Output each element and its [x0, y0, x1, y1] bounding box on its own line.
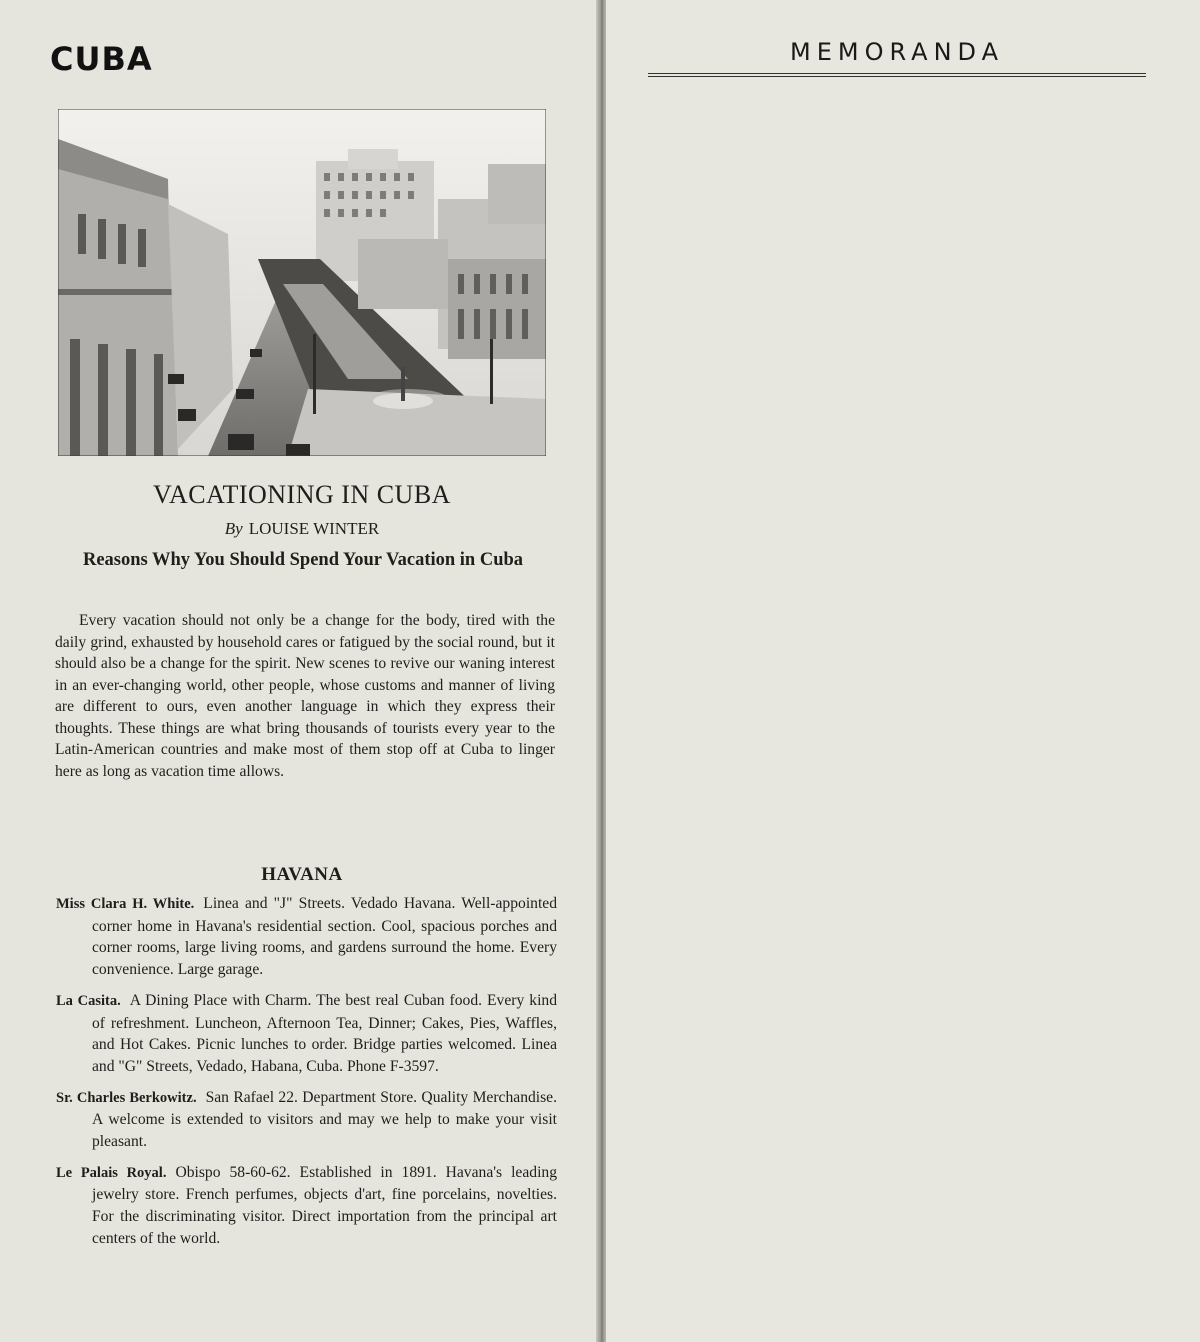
- article-title: VACATIONING IN CUBA: [153, 480, 451, 509]
- listing-text: Obispo 58-60-62. Established in 1891. Havana's leading jewelry store. French perfumes, objects d'art, fine porcelains, novelties. For the discriminating visitor. Direct importation from the principal art centers of the world.: [92, 1163, 557, 1247]
- listing-item: [56, 893, 557, 981]
- listing-item: [56, 1162, 557, 1250]
- listing-name: Le Palais Royal.: [56, 1164, 167, 1181]
- section-title: CUBA: [50, 40, 153, 78]
- memoranda-heading: MEMORANDA: [789, 38, 1005, 66]
- right-page: [606, 0, 1200, 1342]
- listings: [56, 893, 557, 1259]
- listing-item: [56, 990, 557, 1078]
- author-name: LOUISE WINTER: [248, 519, 380, 538]
- listing-item: [56, 1087, 557, 1153]
- listing-text: Linea and "J" Streets. Vedado Havana. Well-appointed corner home in Havana's residential section. Cool, spacious porches and corner rooms, large living rooms, and gardens surround the home. Every convenience. Large garage.: [92, 895, 557, 979]
- listing-name: Sr. Charles Berkowitz.: [56, 1089, 197, 1106]
- city-heading: HAVANA: [261, 864, 343, 885]
- article-subtitle: Reasons Why You Should Spend Your Vacation in Cuba: [82, 550, 524, 570]
- havana-street-photo: [58, 109, 546, 456]
- listing-name: Miss Clara H. White.: [56, 896, 195, 912]
- listing-name: La Casita.: [56, 992, 121, 1009]
- byline-prefix: By: [224, 519, 243, 538]
- byline: [58, 519, 546, 539]
- left-page: [0, 0, 598, 1342]
- listing-text: A Dining Place with Charm. The best real Cuban food. Every kind of refreshment. Luncheon, Afternoon Tea, Dinner; Cakes, Pies, Waffles, and Hot Cakes. Picnic lunches to order. Bridge parties welcomed. Linea and "G" Streets, Vedado, Habana, Cuba. Phone F-3597.: [92, 991, 557, 1075]
- memoranda-rule: [648, 73, 1146, 77]
- article-body: Every vacation should not only be a change for the body, tired with the daily grind, exhausted by household cares or fatigued by the social round, but it should also be a change for the spirit. New scenes to revive our waning interest in an ever-changing world, other people, whose customs and manner of living are different to ours, even another language in which they express their thoughts. These things are what bring thousands of tourists every year to the Latin-American countries and make most of them stop off at Cuba to linger here as long as vacation time allows.: [55, 612, 555, 780]
- listing-text: San Rafael 22. Department Store. Quality Merchandise. A welcome is extended to visitors and may we help to make your visit pleasant.: [92, 1088, 558, 1151]
